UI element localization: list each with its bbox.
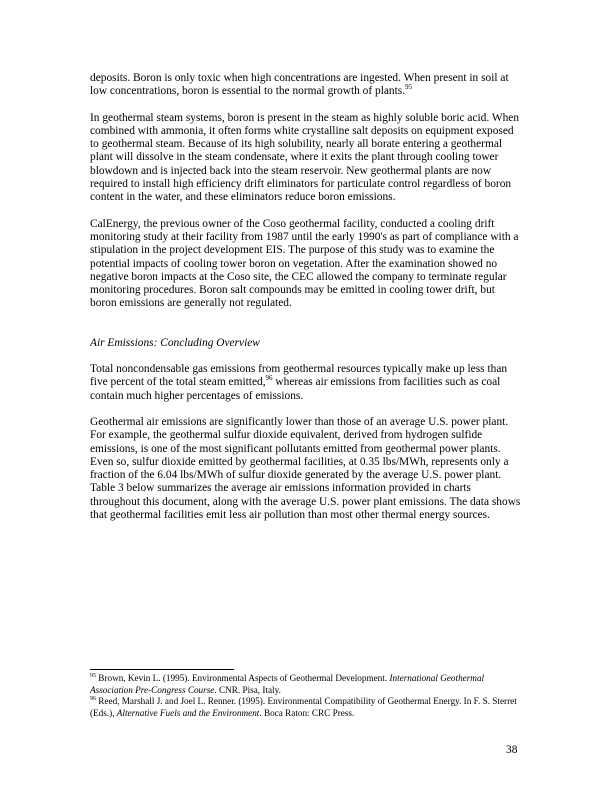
footnote-text: Reed, Marshall J. and Joel L. Renner. (1995). Environmental Compatibility of Geothermal Energy. In F. S. Sterret (Eds.), (90, 696, 517, 718)
paragraph-text: deposits. Boron is only toxic when high concentrations are ingested. When present in soil at low concentrations, boron is essential to the normal growth of plants. (90, 72, 509, 98)
footnote-number: 95 (90, 672, 96, 679)
body-paragraph-2: In geothermal steam systems, boron is present in the steam as highly soluble boric acid. When combined with ammonia, it often forms white crystalline salt deposits on equipment exposed to geothermal steam. Because of its high solubility, nearly all borate entering a geothermal plant will dissolve in the steam condensate, where it exits the plant through cooling tower blowdown and is injected back into the steam reservoir. New geothermal plants are now required to install high efficiency drift eliminators for particulate control regardless of boron content in the water, and these eliminators reduce boron emissions. (90, 111, 520, 204)
body-paragraph-1 (90, 72, 522, 99)
footnote-italic-title: International Geothermal Association Pre-Congress Course (90, 673, 485, 695)
body-paragraph-5: Geothermal air emissions are significantly lower than those of an average U.S. power plant. For example, the geothermal sulfur dioxide equivalent, derived from hydrogen sulfide emissions, is one of the most significant pollutants emitted from geothermal power plants. Even so, sulfur dioxide emitted by geothermal facilities, at 0.35 lbs/MWh, represents only a fraction of the 6.04 lbs/MWh of sulfur dioxide generated by the average U.S. power plant. Table 3 below summarizes the average air emissions information provided in charts throughout this document, along with the average U.S. power plant emissions. The data shows that geothermal facilities emit less air pollution than most other thermal energy sources. (90, 415, 521, 522)
footnote-95 (90, 673, 522, 696)
page-number: 38 (506, 744, 518, 756)
footnote-96 (90, 696, 522, 719)
footnote-text: . Boca Raton: CRC Press. (259, 707, 355, 718)
footnotes (90, 673, 522, 719)
footnote-italic-title: Alternative Fuels and the Environment (116, 707, 260, 718)
body-paragraph-4 (90, 363, 522, 403)
footnote-separator (90, 669, 234, 670)
page-body (90, 72, 522, 535)
footnote-text: Brown, Kevin L. (1995). Environmental Aspects of Geothermal Development. (96, 673, 390, 683)
footnote-ref-96[interactable]: 96 (265, 374, 273, 383)
paragraph-text: whereas air emissions from facilities such as coal contain much higher percentages of emissions. (90, 376, 501, 402)
paragraph-text: Total noncondensable gas emissions from geothermal resources typically make up less than five percent of the total steam emitted, (90, 363, 508, 389)
footnote-ref-95[interactable]: 95 (405, 83, 413, 92)
footnote-number: 96 (90, 696, 96, 703)
section-heading: Air Emissions: Concluding Overview (90, 336, 260, 349)
body-paragraph-3: CalEnergy, the previous owner of the Coso geothermal facility, conducted a cooling drift monitoring study at their facility from 1987 until the early 1990's as part of compliance with a stipulation in the project development EIS. The purpose of this study was to examine the potential impacts of cooling tower boron on vegetation. After the examination showed no negative boron impacts at the Coso site, the CEC allowed the company to terminate regular monitoring procedures. Boron salt compounds may be emitted in cooling tower drift, but boron emissions are generally not regulated. (90, 217, 519, 310)
footnote-text: . CNR. Pisa, Italy. (214, 684, 281, 695)
